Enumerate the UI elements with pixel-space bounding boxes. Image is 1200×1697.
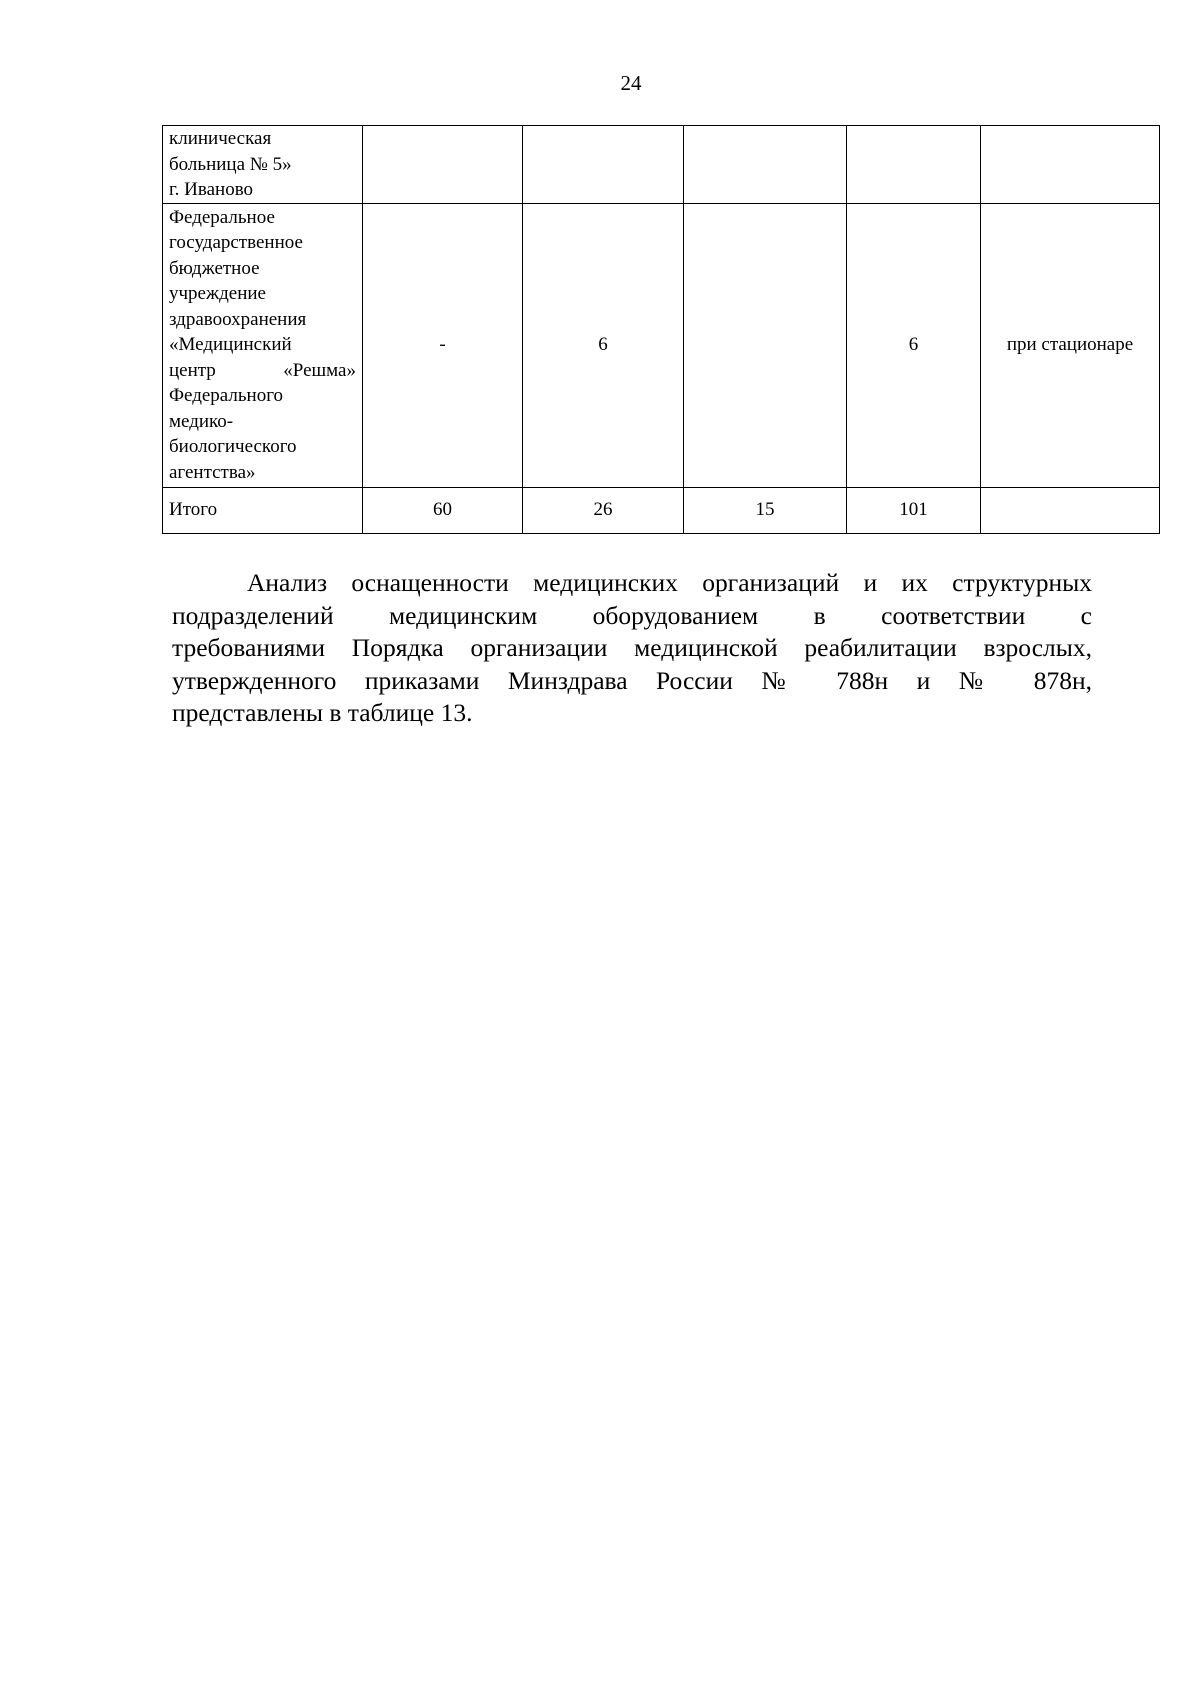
value-cell: [847, 126, 981, 204]
value-cell: 101: [847, 487, 981, 533]
note-cell: [981, 487, 1160, 533]
name-line: Федеральное: [169, 206, 275, 228]
body-paragraph: [172, 567, 1092, 730]
name-line: г. Иваново: [169, 179, 254, 200]
value-cell: [523, 126, 684, 204]
value-cell: [684, 126, 847, 204]
name-line: государственное: [169, 232, 303, 254]
paragraph-line: подразделений медицинским оборудованием в соответствии с: [172, 600, 1092, 630]
institution-name-cell: [163, 126, 363, 204]
name-line: Итого: [169, 499, 218, 521]
name-line: учреждение: [169, 283, 266, 305]
paragraph-line: Анализ оснащенности медицинских организаций и их структурных: [247, 568, 1092, 597]
paragraph-line: требованиями Порядка организации медицинской реабилитации взрослых,: [172, 633, 1092, 662]
name-line: центр «Решма»: [169, 359, 356, 381]
value-cell: 60: [363, 487, 523, 533]
name-line: бюджетное: [169, 257, 260, 279]
value-cell: 26: [523, 487, 684, 533]
page-number: 24: [620, 71, 642, 95]
name-line: медико-: [169, 410, 234, 432]
name-line: больница № 5»: [169, 153, 292, 175]
name-line: «Медицинский: [169, 334, 292, 356]
institutions-table: [162, 125, 1160, 534]
table-row: [163, 126, 1160, 204]
name-line: клиническая: [169, 128, 272, 149]
paragraph-line: представлены в таблице 13.: [172, 698, 473, 727]
name-line: биологического: [169, 436, 297, 458]
value-cell: [684, 203, 847, 487]
table-row: [163, 203, 1160, 487]
table-row: [163, 487, 1160, 533]
note-cell: [981, 126, 1160, 204]
name-line: Федерального: [169, 385, 284, 407]
value-cell: [363, 126, 523, 204]
value-cell: 6: [847, 203, 981, 487]
value-cell: -: [363, 203, 523, 487]
name-line: агентства»: [169, 461, 256, 483]
name-line: здравоохранения: [169, 308, 307, 330]
note-cell: при стационаре: [981, 203, 1160, 487]
value-cell: 6: [523, 203, 684, 487]
paragraph-line: утвержденного приказами Минздрава России № 788н и № 878н,: [172, 665, 1092, 695]
institution-name-cell: [163, 203, 363, 487]
institution-name-cell: [163, 487, 363, 533]
value-cell: 15: [684, 487, 847, 533]
